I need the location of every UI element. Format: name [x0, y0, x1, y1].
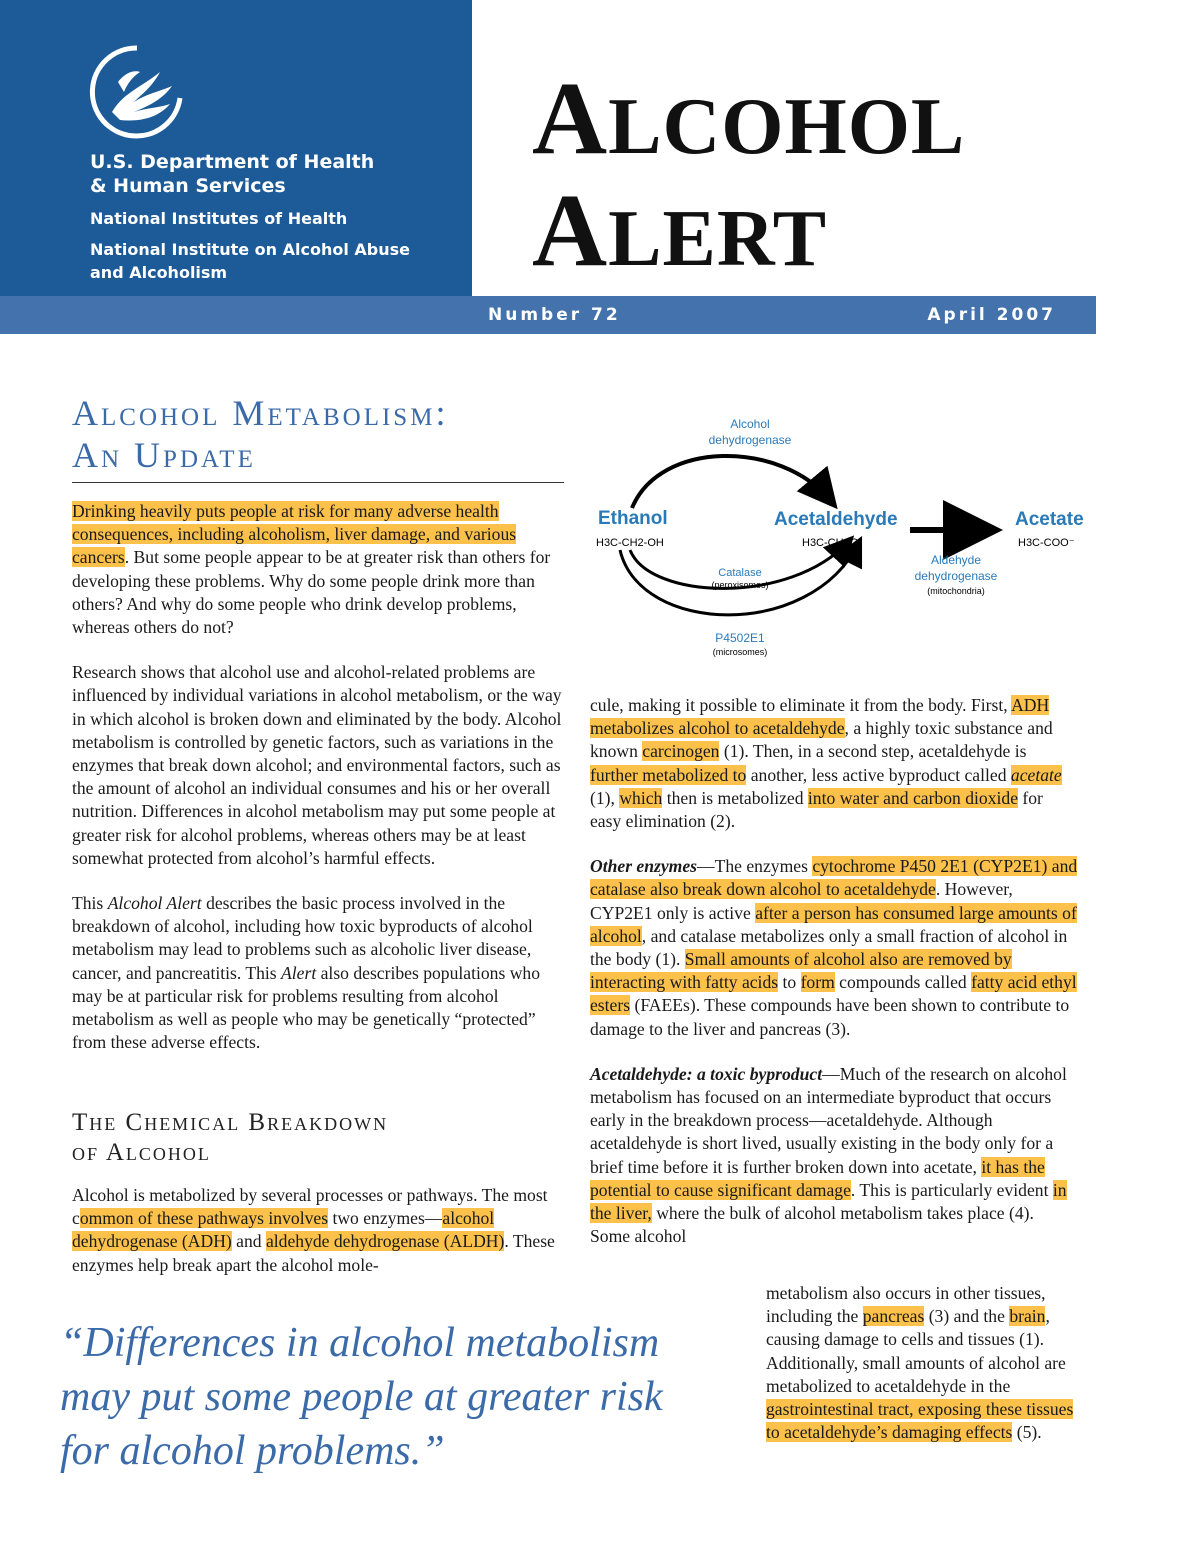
adh-arrow: [632, 456, 830, 508]
metabolism-diagram: [590, 410, 1090, 660]
acetaldehyde-label: Acetaldehyde: [774, 509, 898, 530]
catalase-label: Catalase: [718, 567, 762, 579]
masthead-line2: ALERT: [532, 173, 828, 288]
acetaldehyde-formula: H3C-CH=O: [802, 537, 859, 549]
title-divider: [72, 482, 564, 483]
masthead-line1: ALCOHOL: [532, 61, 966, 176]
ethanol-label: Ethanol: [598, 508, 668, 529]
tissues-paragraph: metabolism also occurs in other tissues, including the pancreas (3) and the brain, causing damage to cells and tissues (1). Additionally, small amounts of alcohol are metabolized to acetaldehyde in the gastrointestinal tract, exposing these tissues to acetaldehyde’s damaging effects (5).: [766, 1283, 1074, 1443]
intro-paragraph: Drinking heavily puts people at risk for many adverse health consequences, including alcoholism, liver damage, and various cancers. But some people appear to be at greater risk than others for developing these problems. Why do some people drink more than others? And why do some people who drink develop problems, whereas others do not?: [72, 501, 551, 638]
left-column: [72, 500, 564, 1076]
overview-paragraph: This Alcohol Alert describes the basic process involved in the breakdown of alcohol, including how toxic byproducts of alcohol metabolism may lead to problems such as alcoholic liver disease, cancer, and pancreatitis. This Alert also describes populations who may be at particular risk for problems resulting from alcohol metabolism as well as people who may be genetically “protected” from these adverse effects.: [72, 893, 541, 1053]
catalase-loc: (peroxisomes): [711, 580, 769, 590]
nih-name: National Institutes of Health: [90, 209, 348, 228]
right-column-bottom: [766, 1282, 1078, 1466]
other-enzymes-paragraph: Other enzymes—The enzymes cytochrome P450 2E1 (CYP2E1) and catalase also break down alcohol to acetaldehyde. However, CYP2E1 only is active after a person has consumed large amounts of alcohol, and catalase metabolizes only a small fraction of alcohol in the body (1). Small amounts of alcohol also are removed by interacting with fatty acids to form compounds called fatty acid ethyl esters (FAEEs). These compounds have been shown to contribute to damage to the liver and pancreas (3).: [590, 856, 1078, 1039]
aldh-loc: (mitochondria): [927, 586, 985, 596]
aldh-label-2: dehydrogenase: [914, 569, 998, 583]
article-title: Alcohol Metabolism: An Update: [72, 393, 449, 475]
left-column-bottom: [72, 1184, 564, 1299]
p450-label: P4502E1: [715, 631, 765, 645]
aldh-label: Aldehyde: [930, 553, 982, 567]
issue-date: April 2007: [927, 305, 1056, 325]
agency-header: [0, 0, 472, 296]
section-heading: The Chemical Breakdown of Alcohol: [72, 1109, 389, 1166]
dept-name: U.S. Department of Health & Human Services: [90, 151, 375, 197]
p450-loc: (microsomes): [712, 647, 768, 657]
acetate-formula: H3C-COO⁻: [1018, 537, 1075, 549]
pathways-paragraph: Alcohol is metabolized by several processes or pathways. The most common of these pathways involves two enzymes—alcohol dehydrogenase (ADH) and aldehyde dehydrogenase (ALDH). These enzymes help break apart the alcohol mole-: [72, 1185, 555, 1275]
hhs-logo-icon: [82, 42, 192, 142]
pull-quote: “Differences in alcohol metabolism may put some people at greater risk for alcohol problems.”: [60, 1320, 663, 1474]
issue-number: Number 72: [488, 305, 621, 325]
niaaa-name: National Institute on Alcohol Abuse and Alcoholism: [90, 240, 410, 282]
acetaldehyde-paragraph: Acetaldehyde: a toxic byproduct—Much of the research on alcohol metabolism has focused on an intermediate byproduct that occurs early in the breakdown process—acetaldehyde. Although acetaldehyde is short lived, usually existing in the body only for a brief time before it is further broken down into acetate, it has the potential to cause significant damage. This is particularly evident in the liver, where the bulk of alcohol metabolism takes place (4). Some alcohol: [590, 1063, 1067, 1247]
issue-band: [0, 296, 1096, 334]
research-paragraph: Research shows that alcohol use and alcohol-related problems are influenced by individual variations in alcohol metabolism, or the way in which alcohol is broken down and eliminated by the body. Alcohol metabolism is controlled by genetic factors, such as variations in the enzymes that break down alcohol; and environmental factors, such as the amount of alcohol an individual consumes and his or her overall nutrition. Differences in alcohol metabolism may put some people at greater risk for alcohol problems, whereas others may be at least somewhat protected from alcohol’s harmful effects.: [72, 662, 562, 868]
adh-paragraph: cule, making it possible to eliminate it from the body. First, ADH metabolizes alcohol to acetaldehyde, a highly toxic substance and known carcinogen (1). Then, in a second step, acetaldehyde is further metabolized to another, less active byproduct called acetate (1), which then is metabolized into water and carbon dioxide for easy elimination (2).: [590, 695, 1062, 832]
adh-label: Alcohol: [730, 417, 770, 431]
adh-label-2: dehydrogenase: [708, 433, 792, 447]
acetate-label: Acetate: [1015, 509, 1084, 530]
right-column: [590, 694, 1078, 1270]
ethanol-formula: H3C-CH2-OH: [596, 537, 664, 549]
